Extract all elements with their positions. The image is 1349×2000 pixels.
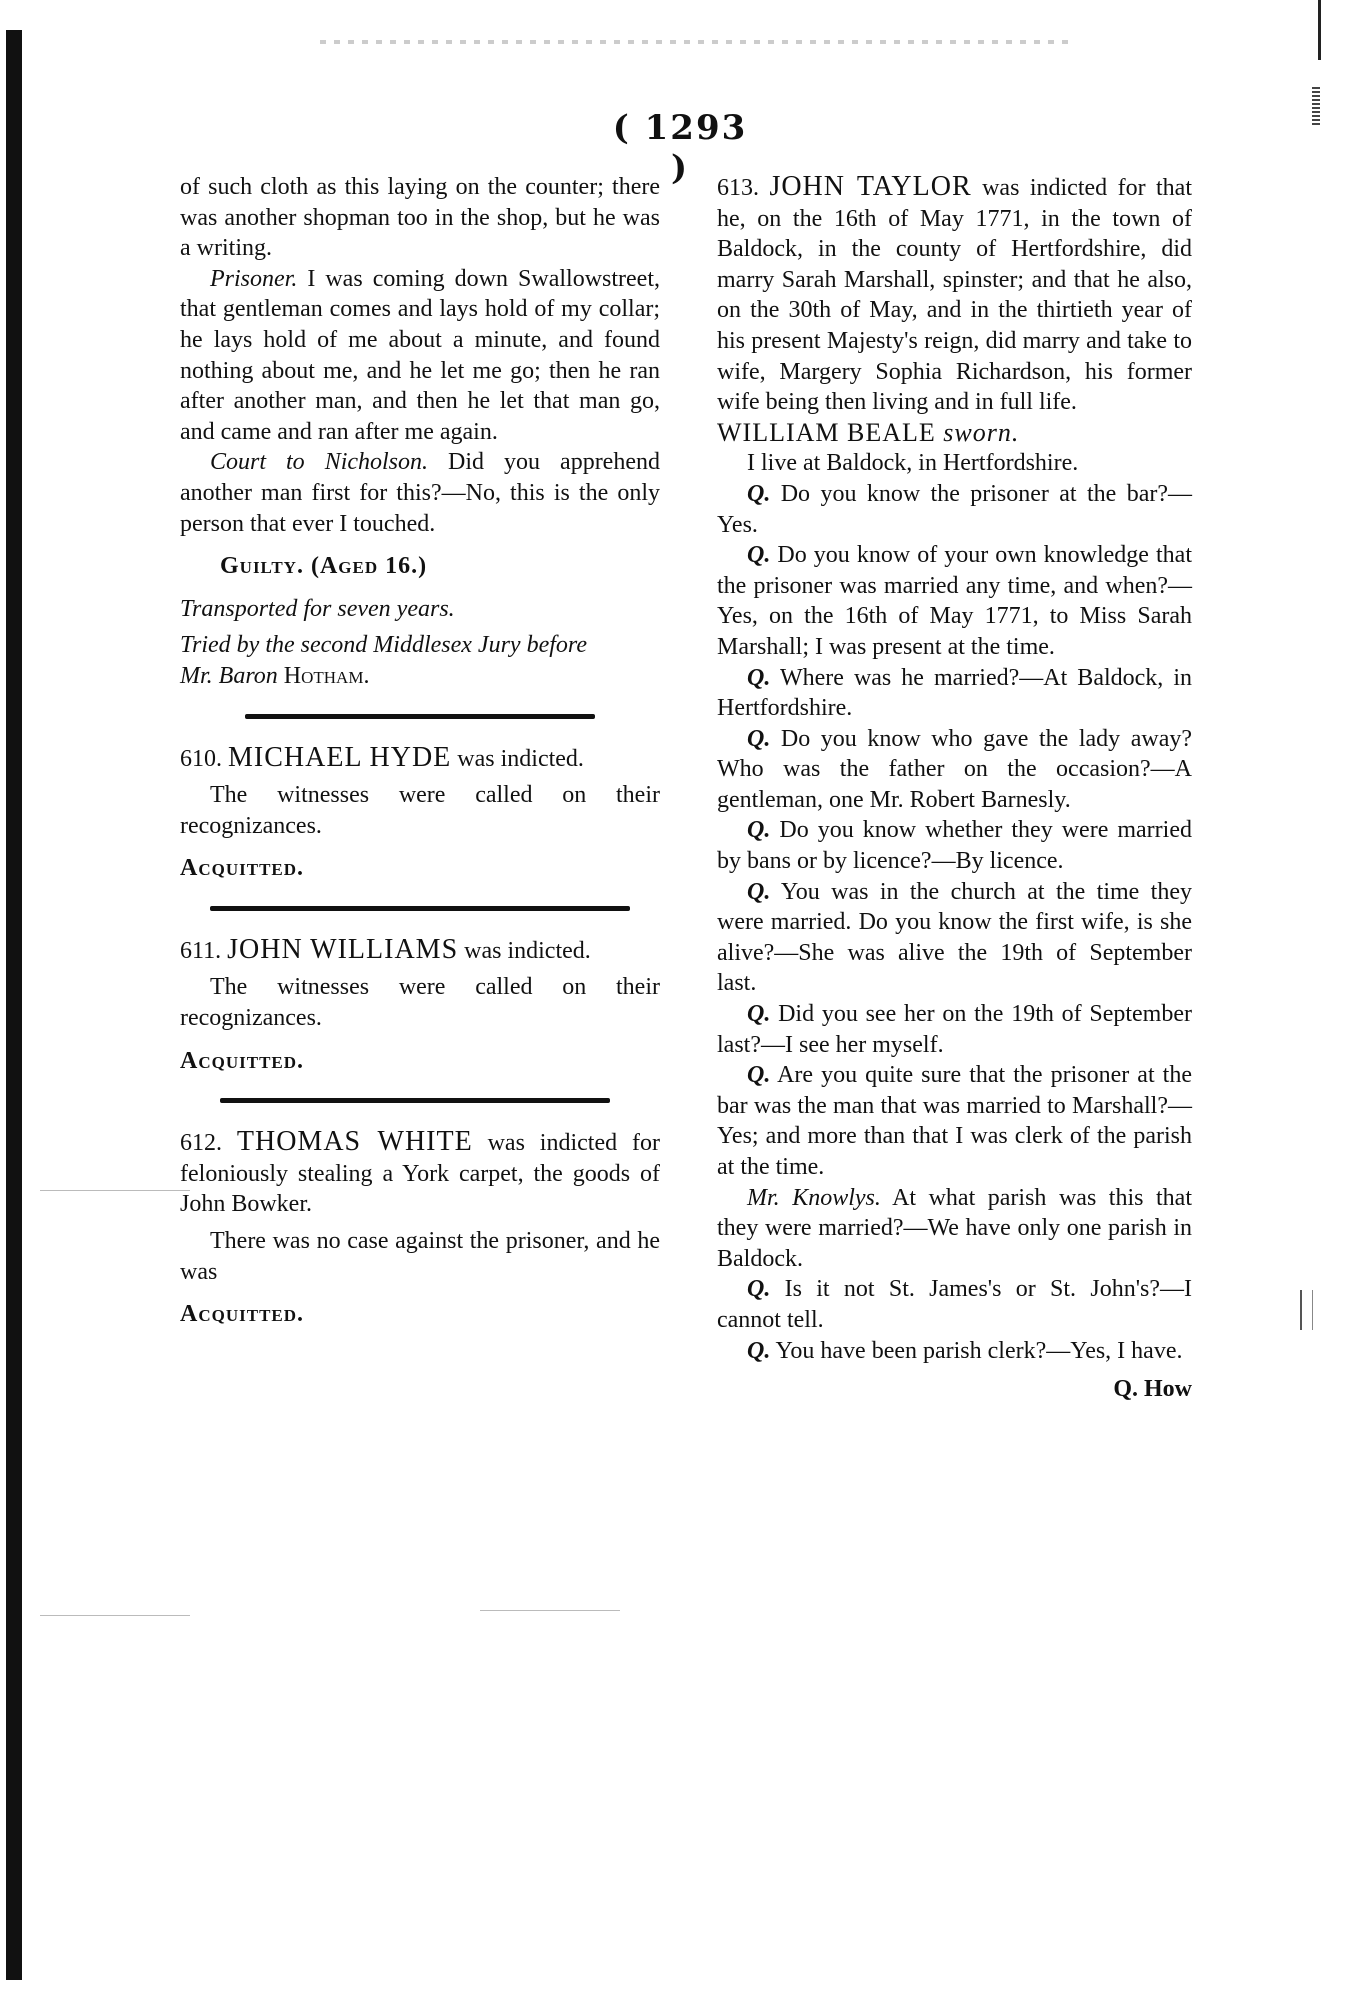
- speaker-label: Mr. Knowlys.: [747, 1184, 881, 1211]
- defendant-name: JOHN TAYLOR: [769, 171, 972, 202]
- scan-margin-blot: [1312, 85, 1320, 125]
- question-mark: Q.: [747, 542, 771, 569]
- case-heading: [180, 743, 660, 775]
- verdict: Acquitted.: [180, 855, 305, 882]
- case-number: 612.: [180, 1130, 222, 1157]
- case-heading: [717, 172, 1192, 418]
- case-charge: was indicted.: [451, 745, 584, 772]
- judge-title: Mr. Baron: [180, 662, 278, 689]
- question-answer: Q. Do you know the prisoner at the bar?—Yes.: [717, 480, 1192, 538]
- paragraph: I live at Baldock, in Hertfordshire.: [747, 450, 1079, 477]
- defendant-name: THOMAS WHITE: [236, 1126, 473, 1158]
- question-mark: Q.: [747, 480, 771, 507]
- question-mark: Q.: [747, 1337, 771, 1364]
- paragraph: The witnesses were called on their recognizances.: [180, 974, 660, 1032]
- speaker-label: Court to Nicholson.: [210, 449, 429, 476]
- question-answer: Q. Where was he married?—At Baldock, in Hertfordshire.: [717, 664, 1192, 722]
- question-answer: Q. Do you know whether they were married by bans or by licence?—By licence.: [717, 817, 1192, 875]
- question-answer: Q. Do you know who gave the lady away? Who was the father on the occasion?—A gentleman, one Mr. Robert Barnesly.: [717, 725, 1192, 813]
- scan-noise: [320, 40, 1070, 44]
- question-mark: Q.: [747, 1062, 771, 1089]
- question-answer: Q. Are you quite sure that the prisoner at the bar was the man that was married to Marshall?—Yes; and more than that I was clerk of the parish at the time.: [717, 1062, 1192, 1180]
- case-heading: [180, 935, 660, 967]
- case-number: 610.: [180, 745, 222, 772]
- paragraph: There was no case against the prisoner, and he was: [180, 1228, 660, 1285]
- question-mark: Q.: [747, 1276, 771, 1303]
- paragraph: [180, 447, 660, 539]
- defendant-name: MICHAEL HYDE: [228, 741, 452, 773]
- question-mark: Q.: [747, 817, 771, 844]
- question-mark: Q.: [747, 1001, 771, 1028]
- speech-text: Did you apprehend another man first for this?—No, this is the only person that ever I touched.: [180, 449, 660, 537]
- trial-note: Tried by the second Middlesex Jury before: [180, 632, 587, 659]
- left-column: [180, 172, 660, 1330]
- case-number: 611.: [180, 937, 222, 964]
- sentence: Transported for seven years.: [180, 595, 455, 622]
- right-column: [717, 172, 1192, 1405]
- trial-note-judge: [180, 661, 660, 692]
- question-answer: Q. Do you know of your own knowledge that the prisoner was married any time, and when?—Yes, on the 16th of May 1771, to Miss Sarah Marshall; I was present at the time.: [717, 542, 1192, 660]
- scan-faint-line: [40, 1190, 190, 1191]
- defendant-name: JOHN WILLIAMS: [227, 933, 459, 965]
- speaker-label: Prisoner.: [210, 265, 298, 292]
- scan-margin-mark: [1318, 0, 1321, 60]
- case-number: 613.: [717, 175, 759, 201]
- section-divider: [210, 906, 630, 911]
- case-heading: [180, 1127, 660, 1220]
- catchword: Q. How: [1113, 1376, 1192, 1403]
- verdict: Acquitted.: [180, 1047, 305, 1074]
- question-mark: Q.: [747, 725, 771, 752]
- question-mark: Q.: [747, 664, 771, 691]
- paragraph: [717, 1183, 1192, 1275]
- question-answer: Q. Did you see her on the 19th of September last?—I see her myself.: [717, 1001, 1192, 1058]
- case-charge: was indicted for feloniously stealing a York carpet, the goods of John Bowker.: [180, 1130, 660, 1218]
- judge-name: Hotham.: [283, 662, 370, 689]
- witness-sworn: sworn.: [943, 417, 1020, 447]
- speech-text: I was coming down Swallowstreet, that gentleman comes and lays hold of my collar; he lays hold of me about a minute, and found nothing about me, and he let me go; then he ran after another man, and then he let that man go, and came and ran after me again.: [180, 265, 660, 445]
- verdict: Guilty. (Aged 16.): [220, 553, 428, 580]
- question-answer: Q. Is it not St. James's or St. John's?—I cannot tell.: [717, 1276, 1192, 1333]
- speech-text: At what parish was this that they were married?—We have only one parish in Baldock.: [717, 1184, 1192, 1272]
- question-mark: Q.: [747, 878, 771, 905]
- section-divider: [220, 1098, 610, 1103]
- paragraph: [180, 264, 660, 448]
- question-answer: Q. You have been parish clerk?—Yes, I have.: [747, 1337, 1183, 1364]
- scan-faint-line: [40, 1615, 190, 1616]
- case-charge: was indicted for that he, on the 16th of May 1771, in the town of Baldock, in the county of Hertfordshire, did marry Sarah Marshall, spinster; and that he also, on the 30th of May, and in the thirtieth year of his present Majesty's reign, did marry and take to wife, Margery Sophia Richardson, his former wife being then living and in full life.: [717, 175, 1192, 416]
- binding-edge: [6, 30, 22, 1980]
- paragraph: of such cloth as this laying on the counter; there was another shopman too in the shop, but he was a writing.: [180, 174, 660, 262]
- witness-heading: [717, 418, 1192, 449]
- case-charge: was indicted.: [458, 937, 591, 964]
- scan-faint-line: [480, 1610, 620, 1611]
- scan-gutter-mark: [1300, 1290, 1313, 1330]
- paragraph: The witnesses were called on their recognizances.: [180, 782, 660, 839]
- page-number: ( 1293 ): [612, 108, 748, 188]
- witness-name: WILLIAM BEALE: [717, 417, 936, 447]
- question-answer: Q. You was in the church at the time they were married. Do you know the first wife, is she alive?—She was alive the 19th of September last.: [717, 878, 1192, 997]
- section-divider: [245, 714, 595, 719]
- verdict: Acquitted.: [180, 1301, 305, 1328]
